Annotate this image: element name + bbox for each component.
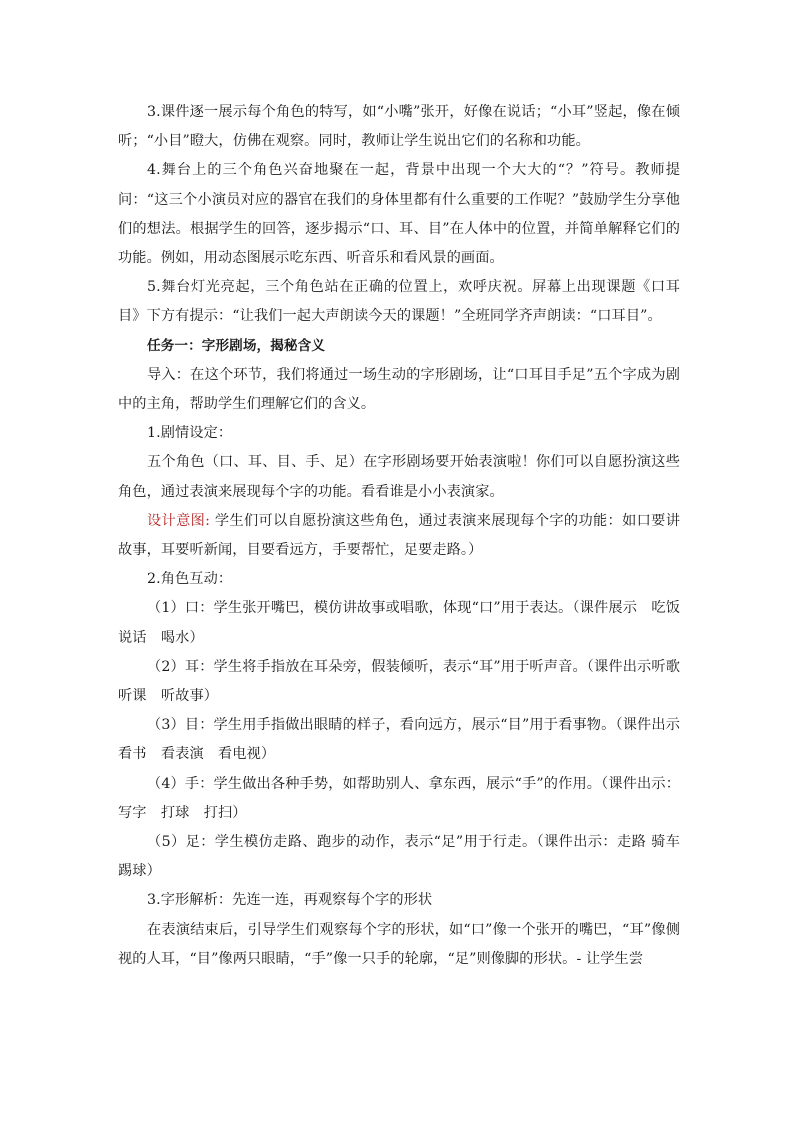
paragraph-step-4: 4.舞台上的三个角色兴奋地聚在一起，背景中出现一个大大的“？”符号。教师提问：“这三个小演员对应的器官在我们的身体里都有什么重要的工作呢？”鼓励学生分享他们的想法。根据学生的回答，逐步揭示“口、耳、目”在人体中的位置，并简单解释它们的功能。例如，用动态图展示吃东西、听音乐和看风景的画面。 xyxy=(118,162,680,267)
paragraph-intro: 导入：在这个环节，我们将通过一场生动的字形剧场，让“口耳目手足”五个字成为剧中的主角，帮助学生们理解它们的含义。 xyxy=(118,366,680,413)
paragraph-role-interaction-heading: 2.角色互动： xyxy=(147,571,233,588)
paragraph-step-3: 3.课件逐一展示每个角色的特写，如“小嘴”张开，好像在说话；“小耳”竖起，像在倾听；“小目”瞪大，仿佛在观察。同时，教师让学生说出它们的名称和功能。 xyxy=(118,104,680,150)
paragraph-role-eye: （3）目：学生用手指做出眼睛的样子，看向远方，展示“目”用于看事物。（课件出示 看书 看表演 看电视） xyxy=(118,717,695,763)
paragraph-glyph-analysis: 在表演结束后，引导学生们观察每个字的形状，如“口”像一个张开的嘴巴，“耳”像侧视的人耳，“目”像两只眼睛，“手”像一只手的轮廓，“足”则像脚的形状。- 让学生尝 xyxy=(118,921,680,967)
paragraph-step-5: 5.舞台灯光亮起，三个角色站在正确的位置上，欢呼庆祝。屏幕上出现课题《口耳目》下方有提示：“让我们一起大声朗读今天的课题！”全班同学齐声朗读：“口耳目”。 xyxy=(118,279,680,325)
paragraph-design-intent xyxy=(118,507,680,565)
paragraph-plot-setting: 五个角色（口、耳、目、手、足）在字形剧场要开始表演啦！你们可以自愿扮演这些角色，通过表演来展现每个字的功能。看看谁是小小表演家。 xyxy=(118,454,680,500)
paragraph-plot-setting-heading: 1.剧情设定： xyxy=(147,425,233,442)
design-intent-text: 学生们可以自愿扮演这些角色，通过表演来展现每个字的功能：如口要讲故事，耳要听新闻，目要看远方，手要帮忙，足要走路。） xyxy=(118,512,681,559)
paragraph-role-mouth: （1）口：学生张开嘴巴，模仿讲故事或唱歌，体现“口”用于表达。（课件展示 吃饭 说话 喝水） xyxy=(118,600,695,646)
task-one-heading: 任务一：字形剧场，揭秘含义 xyxy=(147,337,326,354)
design-intent-label: 设计意图: xyxy=(147,512,211,529)
paragraph-role-ear: （2）耳：学生将手指放在耳朵旁，假装倾听，表示“耳”用于听声音。（课件出示听歌 听课 听故事） xyxy=(118,658,695,705)
paragraph-role-hand: （4）手：学生做出各种手势，如帮助别人、拿东西，展示“手”的作用。（课件出示：写字 打球 打扫） xyxy=(118,775,680,821)
document-body xyxy=(118,98,695,974)
paragraph-glyph-analysis-heading: 3.字形解析：先连一连，再观察每个字的形状 xyxy=(147,892,433,909)
paragraph-role-foot: （5）足：学生模仿走路、跑步的动作，表示“足”用于行走。（课件出示：走路 骑车 踢球） xyxy=(118,834,680,880)
